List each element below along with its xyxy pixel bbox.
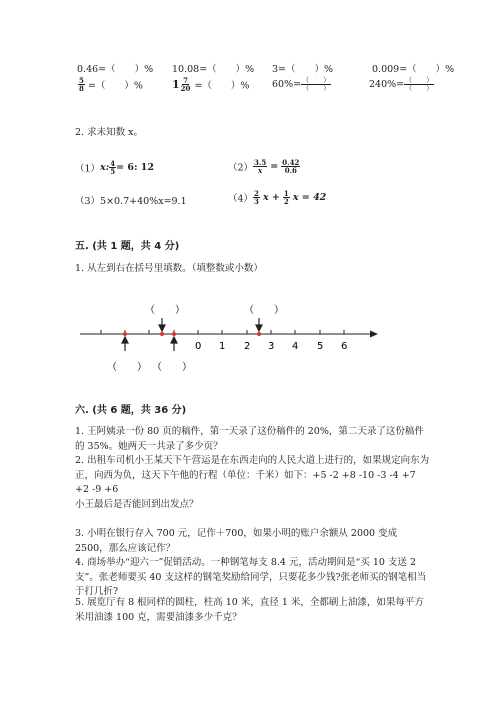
section-5-question-1: 1. 从左到右在括号里填数。（填整数或小数）	[75, 263, 263, 274]
arrow-down-1-head	[159, 325, 165, 331]
section-6-question-4: 4. 商场举办“迎六一”促销活动。一种钢笔每支 8.4 元，活动期间是“买 10 支送 2 支”。张老师要买 40 支这样的钢笔奖励给同学，只要花多少钱?张老师买的钢笔相当于打几折?	[75, 557, 427, 597]
blank-240-percent: 240%= $\frac{( )}{( )}$	[369, 76, 434, 92]
blank-0.46: 0.46=（ ）%	[77, 64, 154, 75]
tick-label-2: 2	[244, 341, 251, 352]
paren-bottom-1: （ ）	[107, 362, 147, 373]
blank-0.009: 0.009=（ ）%	[372, 64, 455, 75]
tick-label-1: 1	[219, 341, 226, 352]
arrow-down-2-head	[256, 325, 262, 331]
section-5-heading: 五. (共 1 题，共 4 分)	[75, 241, 180, 252]
tick-label-3: 3	[268, 341, 275, 352]
question-2-title: 2. 求未知数 x。	[75, 127, 143, 138]
number-line	[0, 290, 500, 380]
section-6-question-2: 2. 出租车司机小王某天下午营运是在东西走向的人民大道上进行的，如果规定向东为正，向西为负，这天下午他的行程（单位：千米）如下：+5 -2 +8 -10 -3 -4 +7 +2 -9 +6	[75, 455, 430, 495]
blank-1-7-20: 1 $\frac{7}{20}$ =（ ）%	[172, 76, 250, 93]
axis-arrow	[370, 331, 378, 338]
tick-label-6: 6	[341, 341, 348, 352]
equation-1: （1）x: $\frac{4}{5}$ = 6: 12	[75, 159, 155, 176]
tick-label-4: 4	[292, 341, 299, 352]
arrow-up-1-head	[122, 337, 128, 343]
section-6-question-5: 5. 展览厅有 8 根同样的圆柱，柱高 10 米，直径 1 米，全都刷上油漆，如果每平方米用油漆 100 克，需要油漆多少千克？	[75, 597, 424, 623]
paren-top-2: （ ）	[244, 305, 284, 316]
tick-label-5: 5	[317, 341, 324, 352]
paren-top-1: （ ）	[145, 305, 185, 316]
point-marker-2	[160, 332, 164, 336]
blank-3: 3=（ ）%	[272, 64, 334, 75]
paren-bottom-2: （ ）	[152, 362, 192, 373]
blank-5-8: $\frac{5}{8}$ =（ ）%	[79, 76, 143, 93]
section-6-heading: 六. (共 6 题，共 36 分)	[75, 405, 187, 416]
equation-4: （4） $\frac{2}{3}$ x + $\frac{1}{2}$ x = 42	[228, 189, 327, 206]
equation-2: （2） $\frac{3.5}{x}$ = $\frac{0.42}{0.6}$	[228, 158, 300, 175]
tick-label-0: 0	[195, 341, 202, 352]
point-marker-3	[172, 332, 176, 336]
section-6-question-3: 3. 小明在银行存入 700 元，记作＋700，如果小明的账户余额从 2000 变成 2500，那么应该记作？	[75, 528, 398, 554]
equation-3: （3）5×0.7+40%x=9.1	[75, 196, 187, 207]
section-6-question-1: 1. 王阿姨录一份 80 页的稿件，第一天录了这份稿件的 20%，第二天录了这份稿件的 35%。她两天一共录了多少页？	[75, 426, 424, 452]
section-6-question-2-followup: 小王最后是否能回到出发点？	[75, 499, 199, 510]
point-marker-1	[123, 332, 127, 336]
blank-10.08: 10.08=（ ）%	[172, 64, 255, 75]
blank-60-percent: 60%= $\frac{( )}{( )}$	[272, 76, 331, 92]
arrow-up-2-head	[171, 337, 177, 343]
point-marker-4	[257, 332, 261, 336]
